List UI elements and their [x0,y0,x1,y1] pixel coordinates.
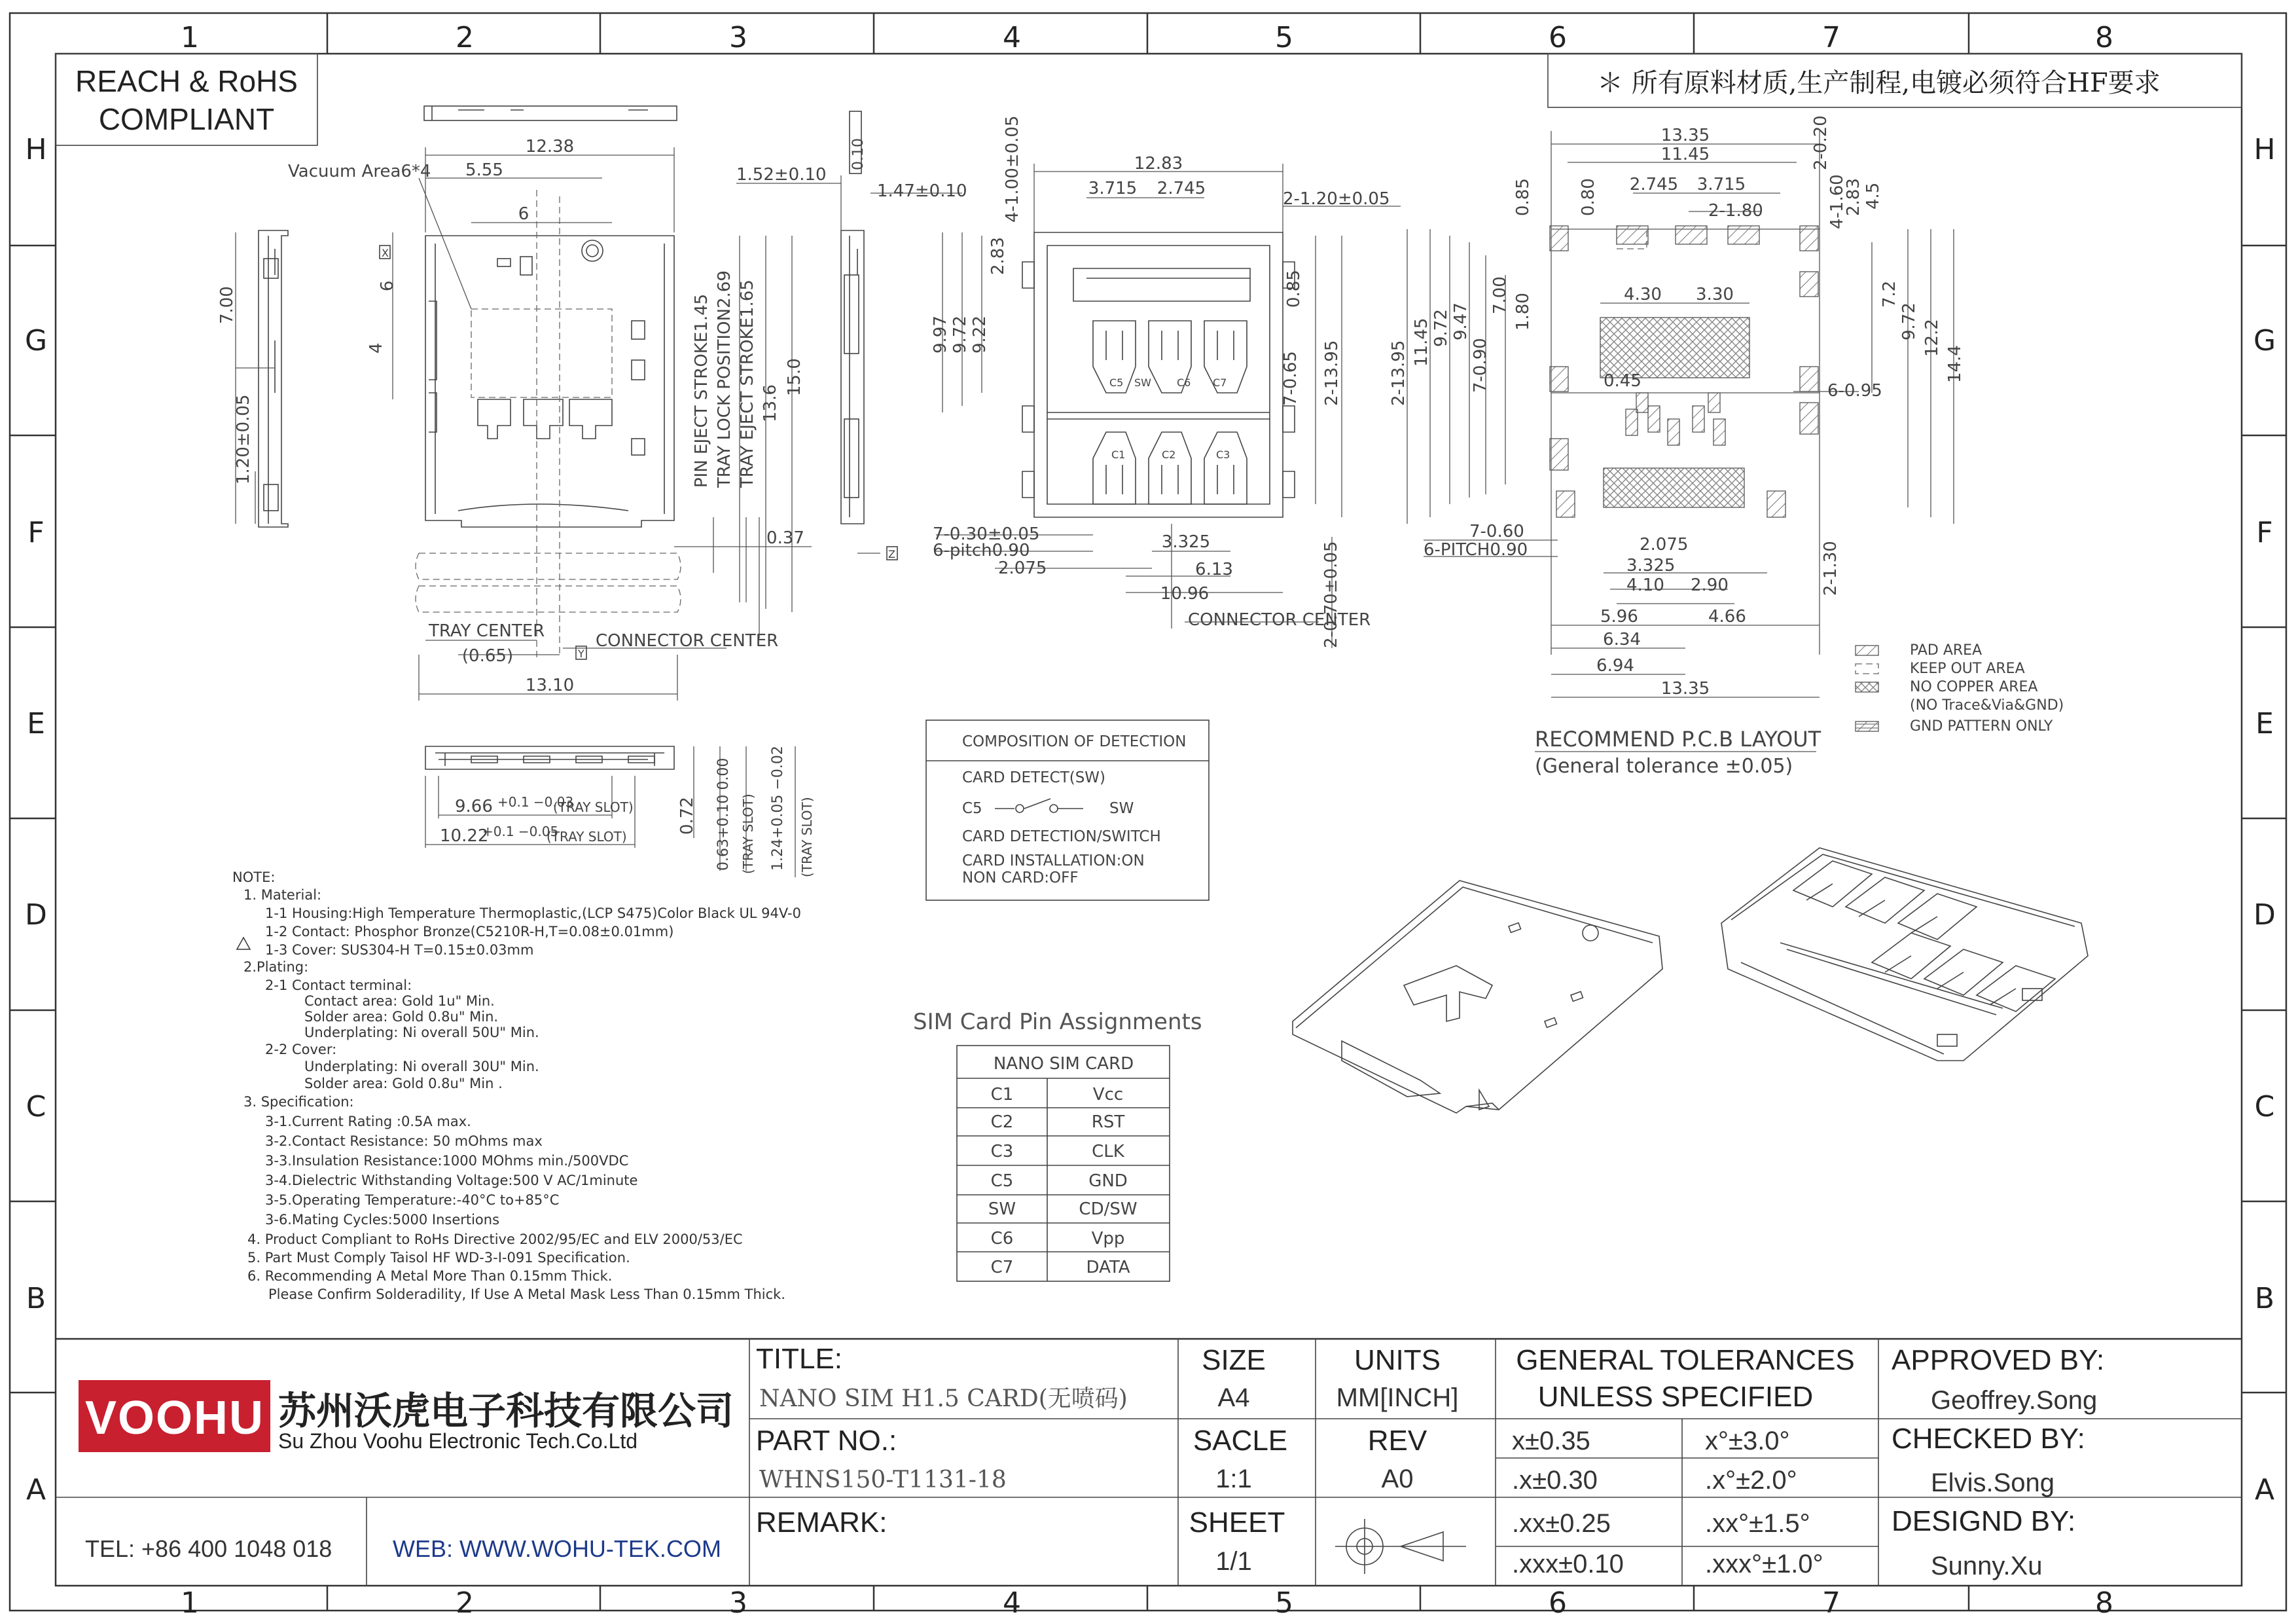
dim-15-0: 15.0 [785,358,804,396]
iso-view-bottom [1721,848,2088,1061]
note-line: 2-2 Cover: [265,1042,337,1057]
title-block [56,1339,2242,1586]
dim-0-65: (0.65) [461,646,514,666]
compliance-box [56,54,317,145]
company-name-cn: 苏州沃虎电子科技有限公司 [278,1389,734,1433]
design-value: Sunny.Xu [1931,1552,2043,1580]
dim-0-85: 0.85 [1284,270,1304,308]
side-dim-9-66: 9.66 [455,797,493,816]
dim-3-715: 3.715 [1088,179,1138,198]
pcb-dim-11-45: 11.45 [1660,145,1710,164]
legend-no-trace: (NO Trace&Via&GND) [1910,697,2064,714]
grid-row-b: B [2254,1282,2275,1315]
pcb-dim-9-72-v: 9.72 [1431,309,1451,347]
detection-box [926,720,1209,900]
recommend-pcb-title: RECOMMEND P.C.B LAYOUT [1535,727,1821,752]
pin-label-c2: C2 [1162,448,1176,461]
hf-note-box [1548,54,2242,107]
pcb-dim-0-45: 0.45 [1604,371,1641,391]
tray-slot-label-2: (TRAY SLOT) [547,829,627,845]
pcb-dim-6-94: 6.94 [1596,656,1634,676]
pin-table-pin: C7 [990,1258,1014,1277]
pcb-dim-11-45-v: 11.45 [1412,318,1431,367]
dim-4-vertical: 4 [367,342,386,354]
left-side-view [217,230,288,527]
detection-line-1: CARD DETECT(SW) [962,769,1106,786]
pin-table-rows [988,1085,1138,1277]
pin-label-c6: C6 [1177,376,1191,389]
grid-col-8: 8 [2095,21,2113,54]
grid-col-2: 2 [456,21,474,54]
grid-row-labels-right [2253,133,2276,1506]
units-label: UNITS [1354,1344,1441,1376]
pcb-dim-2-745: 2.745 [1629,175,1679,194]
sheet-value: 1/1 [1215,1547,1252,1576]
tel: TEL: +86 400 1048 018 [85,1535,332,1562]
note-line: Solder area: Gold 0.8u" Min. [304,1009,499,1025]
pcb-dim-12-2: 12.2 [1922,319,1942,357]
checked-label: CHECKED BY: [1892,1423,2085,1455]
legend-pad-area: PAD AREA [1910,642,1982,659]
pin-label-c5: C5 [1109,376,1124,389]
tolerance-linear: .x±0.30 [1512,1466,1598,1495]
note-line: 1. Material: [243,887,322,903]
pcb-dim-6-34: 6.34 [1603,630,1641,649]
pcb-dim-6-pitch: 6-PITCH0.90 [1424,540,1528,560]
pcb-dim-2-0-20: 2-0.20 [1811,115,1831,170]
note-line: 5. Part Must Comply Taisol HF WD-3-I-091 Specification. [247,1250,630,1266]
pcb-dim-0-80: 0.80 [1579,178,1598,216]
dim-2-1-20: 2-1.20±0.05 [1283,189,1390,209]
pcb-dim-4-66: 4.66 [1708,607,1746,627]
datum-z: Z [888,548,895,560]
note-line: 1-2 Contact: Phosphor Bronze(C5210R-H,T=0.08±0.01mm) [265,924,674,939]
pcb-dim-2-1-80: 2-1.80 [1708,201,1763,221]
side-dim-10-22-tolerance: +0.1 −0.05 [482,824,559,839]
grid-row-g: G [2253,324,2276,357]
note-line: Underplating: Ni overall 30U" Min. [304,1059,539,1074]
pin-table-function: CLK [1092,1142,1124,1161]
tolerance-angular: .xx°±1.5° [1705,1509,1810,1538]
grid-row-d: D [25,898,47,932]
dim-9-72: 9.72 [950,316,970,354]
grid-row-e: E [27,707,45,740]
dim-9-22: 9.22 [970,316,990,354]
note-line: 3-5.Operating Temperature:-40°C to+85°C [265,1192,560,1208]
dim-2-0-70: 2-0.70±0.05 [1321,541,1341,648]
grid-col-3: 3 [729,21,747,54]
logo-text: VOOHU [84,1392,265,1444]
note-line: 3-3.Insulation Resistance:1000 MOhms min./500VDC [265,1153,629,1169]
datum-y: Y [578,647,584,660]
title-value: NANO SIM H1.5 CARD(无喷码) [759,1385,1128,1412]
pcb-dim-13-35: 13.35 [1660,126,1710,145]
size-label: SIZE [1202,1344,1266,1376]
notes-block [232,869,801,1302]
pin-label-c3: C3 [1216,448,1230,461]
legend-gnd: GND PATTERN ONLY [1910,718,2053,735]
pcb-dim-6-0-95: 6-0.95 [1827,381,1882,401]
grid-row-f: F [27,516,45,549]
dim-6-13: 6.13 [1195,560,1233,579]
grid-row-a: A [26,1473,46,1506]
pin-table-header: NANO SIM CARD [993,1054,1134,1074]
dim-13-6: 13.6 [761,384,780,422]
pcb-dim-0-85: 0.85 [1513,178,1533,216]
dim-0-37: 0.37 [766,528,804,548]
note-line: 1-1 Housing:High Temperature Thermoplastic,(LCP S475)Color Black UL 94V-0 [265,905,801,921]
pin-table-pin: C2 [990,1112,1014,1132]
dim-12-38: 12.38 [525,137,575,156]
pcb-dim-3-30: 3.30 [1696,285,1734,304]
projection-symbol-icon [1335,1519,1466,1574]
note-line: 3-1.Current Rating :0.5A max. [265,1114,471,1129]
detection-sw: SW [1109,800,1134,817]
pcb-dim-3-325: 3.325 [1626,556,1676,575]
tolerance-linear: .xxx±0.10 [1512,1550,1624,1578]
grid-col-8: 8 [2095,1586,2113,1620]
pcb-dim-3-715: 3.715 [1696,175,1746,194]
pcb-dim-2-075: 2.075 [1640,535,1689,555]
pcb-legend [1856,642,2064,735]
approved-label: APPROVED BY: [1892,1344,2105,1376]
note-line: 3. Specification: [243,1094,354,1110]
tray-slot-label-1: (TRAY SLOT) [553,799,634,815]
dim-2-745: 2.745 [1157,179,1206,198]
dim-2-13-95: 2-13.95 [1322,340,1342,406]
pcb-dim-2-1-30: 2-1.30 [1821,541,1840,596]
grid-row-e: E [2255,707,2274,740]
dim-6-pitch: 6-pitch0.90 [933,541,1030,560]
connector-center-label-2: CONNECTOR CENTER [1188,610,1371,630]
pin-label-c1: C1 [1111,448,1126,461]
grid-row-a: A [2254,1473,2275,1506]
grid-col-1: 1 [181,1586,199,1620]
dim-7-00: 7.00 [217,286,237,324]
note-line: 3-2.Contact Resistance: 50 mOhms max [265,1133,543,1149]
dim-0-10: 0.10 [850,138,867,170]
dim-1-47: 1.47±0.10 [877,181,967,201]
datum-x: X [382,247,389,259]
note-line: Please Confirm Solderadility, If Use A Metal Mask Less Than 0.15mm Thick. [268,1286,786,1302]
units-value: MM[INCH] [1336,1383,1459,1412]
note-line: 1-3 Cover: SUS304-H T=0.15±0.03mm [265,942,534,958]
grid-row-b: B [26,1282,46,1315]
legend-keep-out: KEEP OUT AREA [1910,661,2025,677]
note-line: NOTE: [232,869,276,885]
pcb-dim-1-80: 1.80 [1513,293,1533,331]
pcb-dim-7-0-60: 7-0.60 [1469,522,1524,541]
note-line: 6. Recommending A Metal More Than 0.15mm Thick. [247,1268,613,1284]
dim-2-83: 2.83 [988,237,1008,275]
dim-7-0-65: 7-0.65 [1281,351,1300,406]
pcb-dim-13-35-bottom: 13.35 [1660,679,1710,699]
pin-label-sw: SW [1134,376,1151,389]
grid-col-7: 7 [1822,1586,1840,1620]
dim-1-20: 1.20±0.05 [234,394,253,484]
pin-table-pin: C3 [990,1142,1014,1161]
grid-col-6: 6 [1549,1586,1567,1620]
side-view-drawing [425,746,815,877]
part-no-value: WHNS150-T1131-18 [759,1467,1007,1493]
revision-triangle-icon [237,938,250,949]
dim-9-97: 9.97 [931,316,950,354]
tray-lock-position: TRAY LOCK POSITION2.69 [715,270,734,488]
note-line: 3-6.Mating Cycles:5000 Insertions [265,1212,500,1228]
tolerance-angular: x°±3.0° [1705,1427,1790,1455]
pcb-layout-drawing [1389,115,1965,778]
side-dim-1-24: 1.24+0.05 −0.02 [770,746,786,871]
grid-col-4: 4 [1003,1586,1021,1620]
pin-table-function: Vcc [1092,1085,1124,1104]
pin-assignment-table [913,1009,1202,1281]
side-dim-10-22: 10.22 [440,826,489,846]
remark-label: REMARK: [756,1506,888,1539]
dim-6: 6 [518,204,529,224]
compliance-line-2: COMPLIANT [98,102,275,136]
dim-13-10: 13.10 [525,676,575,695]
pcb-dim-7-0-90: 7-0.90 [1471,338,1490,393]
pin-table-pin: C1 [990,1085,1014,1104]
dim-7-0-30: 7-0.30±0.05 [933,524,1040,544]
pcb-dim-7-00: 7.00 [1490,276,1510,314]
pin-eject-stroke: PIN EJECT STROKE1.45 [692,293,711,488]
bottom-view-drawing [931,116,1401,649]
grid-col-5: 5 [1275,21,1293,54]
title-label: TITLE: [756,1343,843,1375]
tolerance-angular: .xxx°±1.0° [1705,1550,1823,1578]
tolerance-linear: x±0.35 [1512,1427,1590,1455]
pcb-dim-4-30: 4.30 [1624,285,1662,304]
tolerance-header-2: UNLESS SPECIFIED [1537,1381,1814,1413]
dim-6-vertical: 6 [378,280,397,291]
scale-label: SACLE [1193,1425,1288,1457]
part-no-label: PART NO.: [756,1425,897,1457]
recommend-pcb-tolerance: (General tolerance ±0.05) [1535,755,1793,778]
grid-row-c: C [2254,1090,2275,1123]
pin-label-c7: C7 [1213,376,1227,389]
connector-center-label: CONNECTOR CENTER [596,631,779,651]
web: WEB: WWW.WOHU-TEK.COM [393,1535,721,1562]
pcb-dim-14-4: 14.4 [1945,345,1965,383]
dim-2-075: 2.075 [998,558,1047,578]
rev-value: A0 [1381,1465,1414,1493]
grid-row-h: H [25,133,47,166]
side-dim-9-66-tolerance: +0.1 −0.03 [497,794,574,810]
legend-no-copper: NO COPPER AREA [1910,679,2038,695]
note-line: 4. Product Compliant to RoHs Directive 2002/95/EC and ELV 2000/53/EC [247,1231,743,1247]
tray-slot-label-3: (TRAY SLOT) [740,793,756,874]
pin-table-title: SIM Card Pin Assignments [913,1009,1202,1035]
note-line: 2.Plating: [243,959,309,975]
rev-label: REV [1367,1425,1427,1457]
dim-10-96: 10.96 [1160,584,1210,604]
detection-line-3: CARD INSTALLATION:ON [962,852,1145,869]
pin-table-pin: SW [988,1199,1016,1219]
pin-table-function: GND [1088,1171,1128,1191]
iso-view-top [1293,881,1662,1113]
grid-col-1: 1 [181,21,199,54]
pin-table-function: CD/SW [1079,1199,1138,1219]
top-view-drawing [288,106,812,701]
tray-center-label: TRAY CENTER [429,621,545,641]
sheet-label: SHEET [1189,1506,1285,1539]
tolerance-angular: .x°±2.0° [1705,1466,1797,1495]
grid-row-c: C [26,1090,46,1123]
pcb-dim-9-47: 9.47 [1451,302,1471,340]
detection-line-2: CARD DETECTION/SWITCH [962,828,1161,845]
detection-c5: C5 [962,800,982,817]
grid-col-4: 4 [1003,21,1021,54]
scale-value: 1:1 [1215,1465,1252,1493]
pcb-dim-4-1-60: 4-1.60 [1827,174,1847,229]
side-dim-0-72: 0.72 [677,797,697,835]
note-line: Underplating: Ni overall 50U" Min. [304,1025,539,1040]
grid-col-2: 2 [456,1586,474,1620]
dim-4-1-00: 4-1.00±0.05 [1003,115,1022,223]
detection-line-4: NON CARD:OFF [962,869,1079,886]
tray-eject-stroke: TRAY EJECT STROKE1.65 [738,280,757,488]
checked-value: Elvis.Song [1931,1468,2054,1497]
pin-table-function: DATA [1086,1258,1130,1277]
detection-title: COMPOSITION OF DETECTION [962,733,1187,750]
approved-value: Geoffrey.Song [1931,1386,2098,1415]
pcb-dim-5-96: 5.96 [1600,607,1638,627]
pcb-dim-7-2: 7.2 [1880,280,1899,308]
grid-col-7: 7 [1822,21,1840,54]
dim-3-325: 3.325 [1161,532,1211,552]
grid-row-g: G [24,324,48,357]
pin-table-function: RST [1091,1112,1125,1132]
side-dim-0-63: 0.63+0.10 0.00 [715,757,732,871]
pcb-dim-4-5: 4.5 [1863,182,1883,210]
hf-note: ＊ 所有原料材质,生产制程,电镀必须符合HF要求 [1597,68,2161,98]
note-line: 2-1 Contact terminal: [265,977,412,993]
dim-1-52: 1.52±0.10 [736,165,827,185]
company-name-en: Su Zhou Voohu Electronic Tech.Co.Ltd [278,1429,638,1453]
size-value: A4 [1217,1383,1250,1412]
note-line: 3-4.Dielectric Withstanding Voltage:500 V AC/1minute [265,1173,638,1188]
note-line: Solder area: Gold 0.8u" Min . [304,1076,503,1091]
grid-col-3: 3 [729,1586,747,1620]
pcb-dim-2-13-95: 2-13.95 [1389,340,1408,406]
vacuum-label: Vacuum Area6*4 [288,162,431,181]
pcb-dim-2-90: 2.90 [1691,575,1729,595]
dim-12-83: 12.83 [1134,154,1183,173]
design-label: DESIGND BY: [1892,1505,2076,1537]
pin-table-function: Vpp [1091,1229,1125,1249]
tolerance-header-1: GENERAL TOLERANCES [1516,1344,1855,1376]
pcb-dim-4-10: 4.10 [1626,575,1664,595]
dim-5-55: 5.55 [465,160,503,180]
tray-slot-label-4: (TRAY SLOT) [799,797,815,877]
tolerance-linear: .xx±0.25 [1512,1509,1611,1538]
grid-row-labels-left [25,133,47,1506]
grid-row-h: H [2253,133,2276,166]
pcb-dim-9-72: 9.72 [1899,302,1919,340]
pcb-dim-2-83: 2.83 [1844,178,1863,216]
grid-row-d: D [2253,898,2276,932]
pin-table-pin: C6 [990,1229,1014,1249]
compliance-line-1: REACH & RoHS [75,64,298,98]
tolerance-table [1512,1427,1823,1578]
grid-col-6: 6 [1549,21,1567,54]
grid-row-f: F [2256,516,2273,549]
pin-table-pin: C5 [990,1171,1014,1191]
note-line: Contact area: Gold 1u" Min. [304,993,495,1009]
grid-col-5: 5 [1275,1586,1293,1620]
